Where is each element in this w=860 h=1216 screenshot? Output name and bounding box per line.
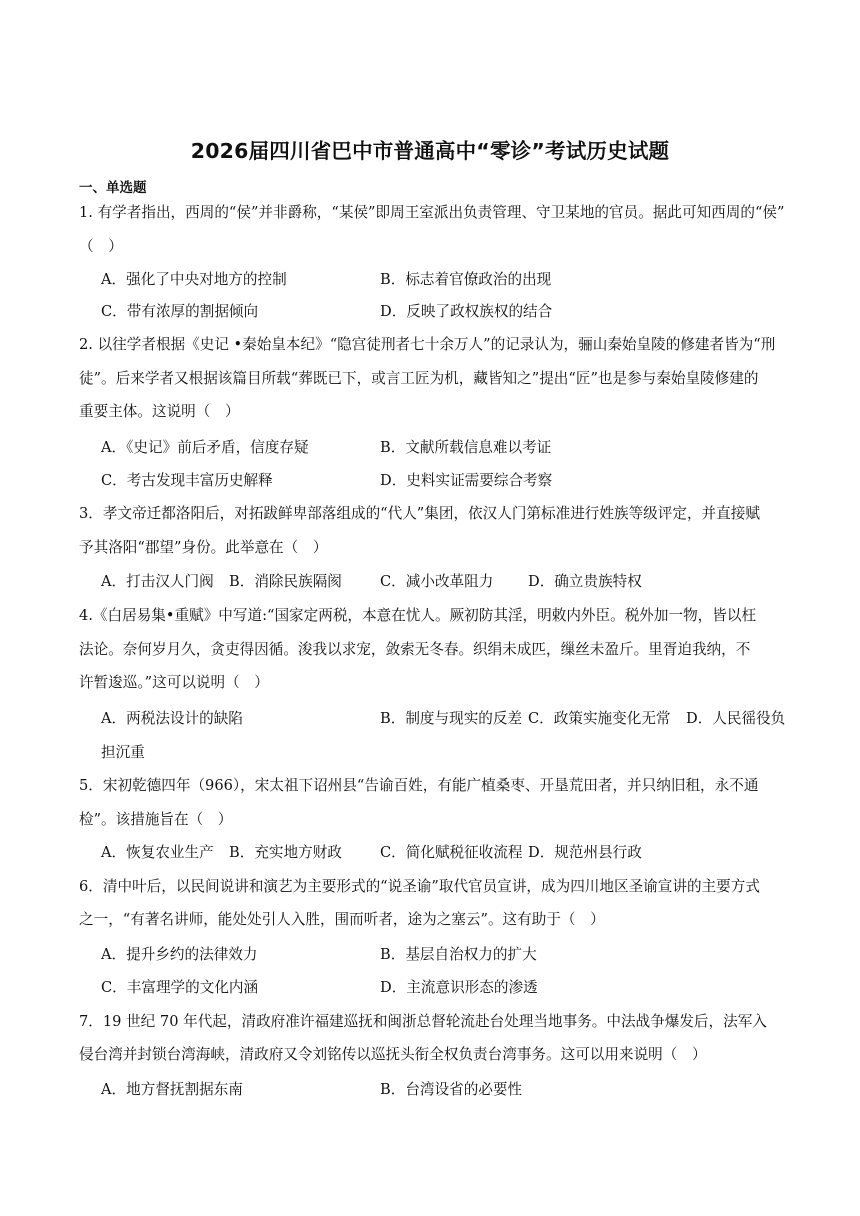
q3-option-d: D．确立贵族特权 [528, 573, 642, 590]
q4-stem-line: 法论。奈何岁月久，贪吏得因循。浚我以求宠，敛索无冬春。织绢未成匹，缫丝未盈斤。里胥迫我纳，不 [79, 641, 751, 658]
q6-option-b: B．基层自治权力的扩大 [380, 946, 537, 963]
q6-stem-line: 之一，“有著名讲师，能处处引人入胜，围而听者，途为之塞云”。这有助于（ ） [79, 911, 605, 928]
q2-option-c: C．考古发现丰富历史解释 [101, 472, 273, 489]
q2-option-d: D．史料实证需要综合考察 [380, 472, 553, 489]
q3-stem-line: 3．孝文帝迁都洛阳后，对拓跋鲜卑部落组成的“代人”集团，依汉人门第标准进行姓族等级评定，并直接赋 [79, 505, 760, 522]
q7-stem-line: 7．19 世纪 70 年代起，清政府准许福建巡抚和闽浙总督轮流赴台处理当地事务。中法战争爆发后，法军入 [79, 1013, 767, 1030]
q5-option-d: D．规范州县行政 [528, 844, 642, 861]
q6-option-a: A．提升乡约的法律效力 [101, 946, 258, 963]
q7-stem-line: 侵台湾并封锁台湾海峡，清政府又令刘铭传以巡抚头衔全权负责台湾事务。这可以用来说明（ ） [79, 1046, 707, 1063]
q1-stem-line: 1. 有学者指出，西周的“侯”并非爵称，“某侯”即周王室派出负责管理、守卫某地的官员。据此可知西周的“侯” [79, 204, 785, 221]
q5-option-a: A．恢复农业生产 [101, 844, 214, 861]
q4-option-c: C．政策实施变化无常 [528, 710, 671, 727]
q5-option-c: C．简化赋税征收流程 [380, 844, 523, 861]
q4-stem-line: 4.《白居易集•重赋》中写道:“国家定两税，本意在忧人。厥初防其淫，明敕内外臣。税外加一物，皆以枉 [79, 607, 757, 624]
q1-stem-line: （ ） [79, 238, 123, 255]
q5-stem-line: 检”。该措施旨在（ ） [79, 811, 233, 828]
q1-option-b: B．标志着官僚政治的出现 [380, 271, 552, 288]
q4-option-d-wrap: 担沉重 [101, 744, 145, 761]
q1-option-a: A．强化了中央对地方的控制 [101, 271, 287, 288]
q4-option-d: D．人民徭役负 [686, 710, 786, 727]
q6-stem-line: 6．清中叶后，以民间说讲和演艺为主要形式的“说圣谕”取代官员宣讲，成为四川地区圣谕宣讲的主要方式 [79, 878, 760, 895]
q4-option-b: B．制度与现实的反差 [380, 710, 523, 727]
q5-option-b: B．充实地方财政 [229, 844, 342, 861]
q2-option-b: B．文献所载信息难以考证 [380, 439, 552, 456]
q7-option-a: A．地方督抚割据东南 [101, 1081, 243, 1098]
section-heading: 一、单选题 [79, 180, 147, 196]
q4-stem-line: 许暂逡巡。”这可以说明（ ） [79, 674, 269, 691]
q3-option-b: B．消除民族隔阂 [229, 573, 342, 590]
q1-option-d: D．反映了政权族权的结合 [380, 303, 553, 320]
q1-option-c: C．带有浓厚的割据倾向 [101, 303, 259, 320]
q3-option-a: A．打击汉人门阀 [101, 573, 214, 590]
q2-stem-line: 2. 以往学者根据《史记 •秦始皇本纪》“隐宫徒刑者七十余万人”的记录认为，骊山秦始皇陵的修建者皆为“刑 [79, 336, 776, 353]
q4-option-a: A．两税法设计的缺陷 [101, 710, 243, 727]
page-title: 2026届四川省巴中市普通高中“零诊”考试历史试题 [190, 139, 670, 163]
q3-option-c: C．减小改革阻力 [380, 573, 494, 590]
q6-option-d: D．主流意识形态的渗透 [380, 979, 538, 996]
q7-option-b: B．台湾设省的必要性 [380, 1081, 523, 1098]
q5-stem-line: 5．宋初乾德四年（966），宋太祖下诏州县“告谕百姓，有能广植桑枣、开垦荒田者，并只纳旧租，永不通 [79, 777, 759, 794]
q2-stem-line: 重要主体。这说明（ ） [79, 403, 240, 420]
q2-option-a: A．《史记》前后矛盾，信度存疑 [101, 439, 309, 456]
q6-option-c: C．丰富理学的文化内涵 [101, 979, 259, 996]
q2-stem-line: 徒”。后来学者又根据该篇目所载“葬既已下，或言工匠为机，藏皆知之”提出“匠”也是参与秦始皇陵修建的 [79, 370, 759, 387]
q3-stem-line: 予其洛阳“郡望”身份。此举意在（ ） [79, 539, 328, 556]
